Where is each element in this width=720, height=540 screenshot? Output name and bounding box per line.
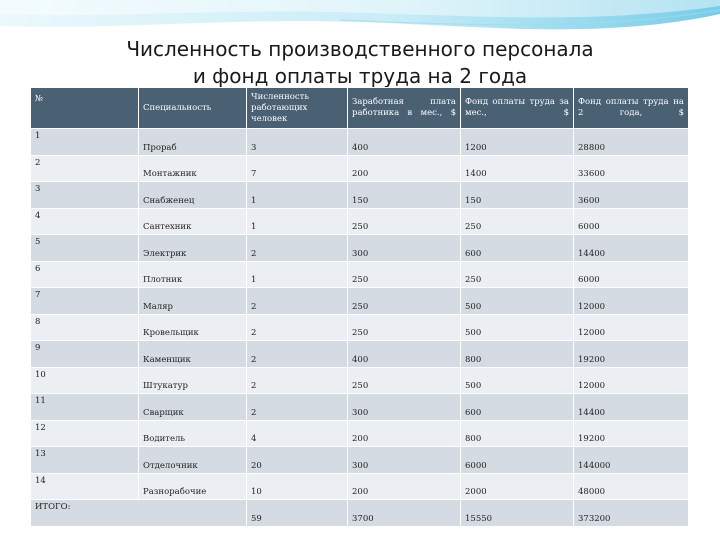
- cell-specialty: Кровельщик: [139, 314, 247, 341]
- cell-monthly-fund: 600: [461, 394, 574, 421]
- cell-headcount: 4: [247, 420, 348, 447]
- cell-specialty: Водитель: [139, 420, 247, 447]
- cell-monthly-fund: 600: [461, 235, 574, 262]
- cell-number: 8: [31, 314, 139, 341]
- cell-headcount: 20: [247, 447, 348, 474]
- cell-two-year-fund: 19200: [574, 341, 689, 368]
- cell-two-year-fund: 6000: [574, 261, 689, 288]
- cell-specialty: Каменщик: [139, 341, 247, 368]
- table-row: [31, 261, 689, 288]
- cell-number: 7: [31, 288, 139, 315]
- cell-headcount: 7: [247, 155, 348, 182]
- cell-headcount: 2: [247, 235, 348, 262]
- cell-number: 14: [31, 473, 139, 500]
- cell-wage: 250: [348, 208, 461, 235]
- cell-wage: 250: [348, 288, 461, 315]
- header-specialty: Специальность: [139, 88, 247, 129]
- cell-specialty: Отделочник: [139, 447, 247, 474]
- cell-number: 10: [31, 367, 139, 394]
- cell-monthly-fund: 800: [461, 420, 574, 447]
- cell-number: 1: [31, 129, 139, 156]
- cell-headcount: 1: [247, 208, 348, 235]
- cell-wage: 400: [348, 129, 461, 156]
- cell-wage: 250: [348, 261, 461, 288]
- table-row: [31, 447, 689, 474]
- cell-specialty: Разнорабочие: [139, 473, 247, 500]
- cell-wage: 200: [348, 420, 461, 447]
- table-row: [31, 235, 689, 262]
- cell-two-year-fund: 28800: [574, 129, 689, 156]
- cell-monthly-fund: 250: [461, 261, 574, 288]
- totals-wage: 3700: [348, 500, 461, 527]
- cell-specialty: Плотник: [139, 261, 247, 288]
- cell-specialty: Прораб: [139, 129, 247, 156]
- cell-two-year-fund: 12000: [574, 314, 689, 341]
- cell-headcount: 2: [247, 288, 348, 315]
- cell-number: 6: [31, 261, 139, 288]
- cell-number: 3: [31, 182, 139, 209]
- totals-label: ИТОГО:: [31, 500, 247, 527]
- cell-specialty: Снабженец: [139, 182, 247, 209]
- staff-table: [30, 87, 689, 527]
- cell-wage: 300: [348, 394, 461, 421]
- cell-number: 12: [31, 420, 139, 447]
- slide-title: [0, 36, 720, 90]
- cell-headcount: 2: [247, 341, 348, 368]
- cell-wage: 300: [348, 235, 461, 262]
- cell-two-year-fund: 12000: [574, 288, 689, 315]
- cell-specialty: Монтажник: [139, 155, 247, 182]
- cell-wage: 250: [348, 367, 461, 394]
- header-two-year-fund: Фонд оплаты труда на 2 года, $: [574, 88, 689, 129]
- cell-number: 2: [31, 155, 139, 182]
- cell-two-year-fund: 14400: [574, 235, 689, 262]
- cell-two-year-fund: 3600: [574, 182, 689, 209]
- cell-number: 11: [31, 394, 139, 421]
- cell-monthly-fund: 500: [461, 288, 574, 315]
- header-number: №: [31, 88, 139, 129]
- cell-specialty: Штукатур: [139, 367, 247, 394]
- cell-two-year-fund: 144000: [574, 447, 689, 474]
- totals-monthly-fund: 15550: [461, 500, 574, 527]
- cell-monthly-fund: 500: [461, 314, 574, 341]
- cell-wage: 150: [348, 182, 461, 209]
- totals-headcount: 59: [247, 500, 348, 527]
- cell-two-year-fund: 14400: [574, 394, 689, 421]
- table-row: [31, 208, 689, 235]
- cell-specialty: Сварщик: [139, 394, 247, 421]
- cell-headcount: 2: [247, 394, 348, 421]
- cell-monthly-fund: 150: [461, 182, 574, 209]
- cell-headcount: 3: [247, 129, 348, 156]
- table-row: [31, 420, 689, 447]
- cell-headcount: 2: [247, 314, 348, 341]
- totals-row: [31, 500, 689, 527]
- cell-number: 13: [31, 447, 139, 474]
- table-header-row: [31, 88, 689, 129]
- table-row: [31, 155, 689, 182]
- totals-two-year-fund: 373200: [574, 500, 689, 527]
- table-row: [31, 394, 689, 421]
- table-row: [31, 473, 689, 500]
- table-row: [31, 182, 689, 209]
- cell-monthly-fund: 250: [461, 208, 574, 235]
- title-line-1: Численность производственного персонала: [126, 37, 594, 61]
- cell-specialty: Сантехник: [139, 208, 247, 235]
- cell-number: 5: [31, 235, 139, 262]
- cell-two-year-fund: 6000: [574, 208, 689, 235]
- cell-monthly-fund: 6000: [461, 447, 574, 474]
- cell-headcount: 10: [247, 473, 348, 500]
- table-row: [31, 341, 689, 368]
- cell-monthly-fund: 800: [461, 341, 574, 368]
- cell-wage: 200: [348, 473, 461, 500]
- cell-specialty: Электрик: [139, 235, 247, 262]
- cell-monthly-fund: 1400: [461, 155, 574, 182]
- header-monthly-fund: Фонд оплаты труда за мес., $: [461, 88, 574, 129]
- table-row: [31, 314, 689, 341]
- table-row: [31, 129, 689, 156]
- cell-two-year-fund: 33600: [574, 155, 689, 182]
- cell-monthly-fund: 500: [461, 367, 574, 394]
- cell-headcount: 2: [247, 367, 348, 394]
- cell-number: 4: [31, 208, 139, 235]
- cell-specialty: Маляр: [139, 288, 247, 315]
- cell-monthly-fund: 1200: [461, 129, 574, 156]
- staff-table-container: [30, 87, 688, 527]
- cell-two-year-fund: 12000: [574, 367, 689, 394]
- cell-wage: 400: [348, 341, 461, 368]
- header-wage: Заработная плата работника в мес., $: [348, 88, 461, 129]
- table-row: [31, 288, 689, 315]
- cell-wage: 250: [348, 314, 461, 341]
- header-headcount: Численность работающих человек: [247, 88, 348, 129]
- cell-number: 9: [31, 341, 139, 368]
- cell-headcount: 1: [247, 261, 348, 288]
- cell-headcount: 1: [247, 182, 348, 209]
- cell-two-year-fund: 48000: [574, 473, 689, 500]
- table-row: [31, 367, 689, 394]
- table-body: [31, 129, 689, 527]
- cell-monthly-fund: 2000: [461, 473, 574, 500]
- cell-two-year-fund: 19200: [574, 420, 689, 447]
- cell-wage: 200: [348, 155, 461, 182]
- title-line-2: и фонд оплаты труда на 2 года: [192, 64, 528, 88]
- cell-wage: 300: [348, 447, 461, 474]
